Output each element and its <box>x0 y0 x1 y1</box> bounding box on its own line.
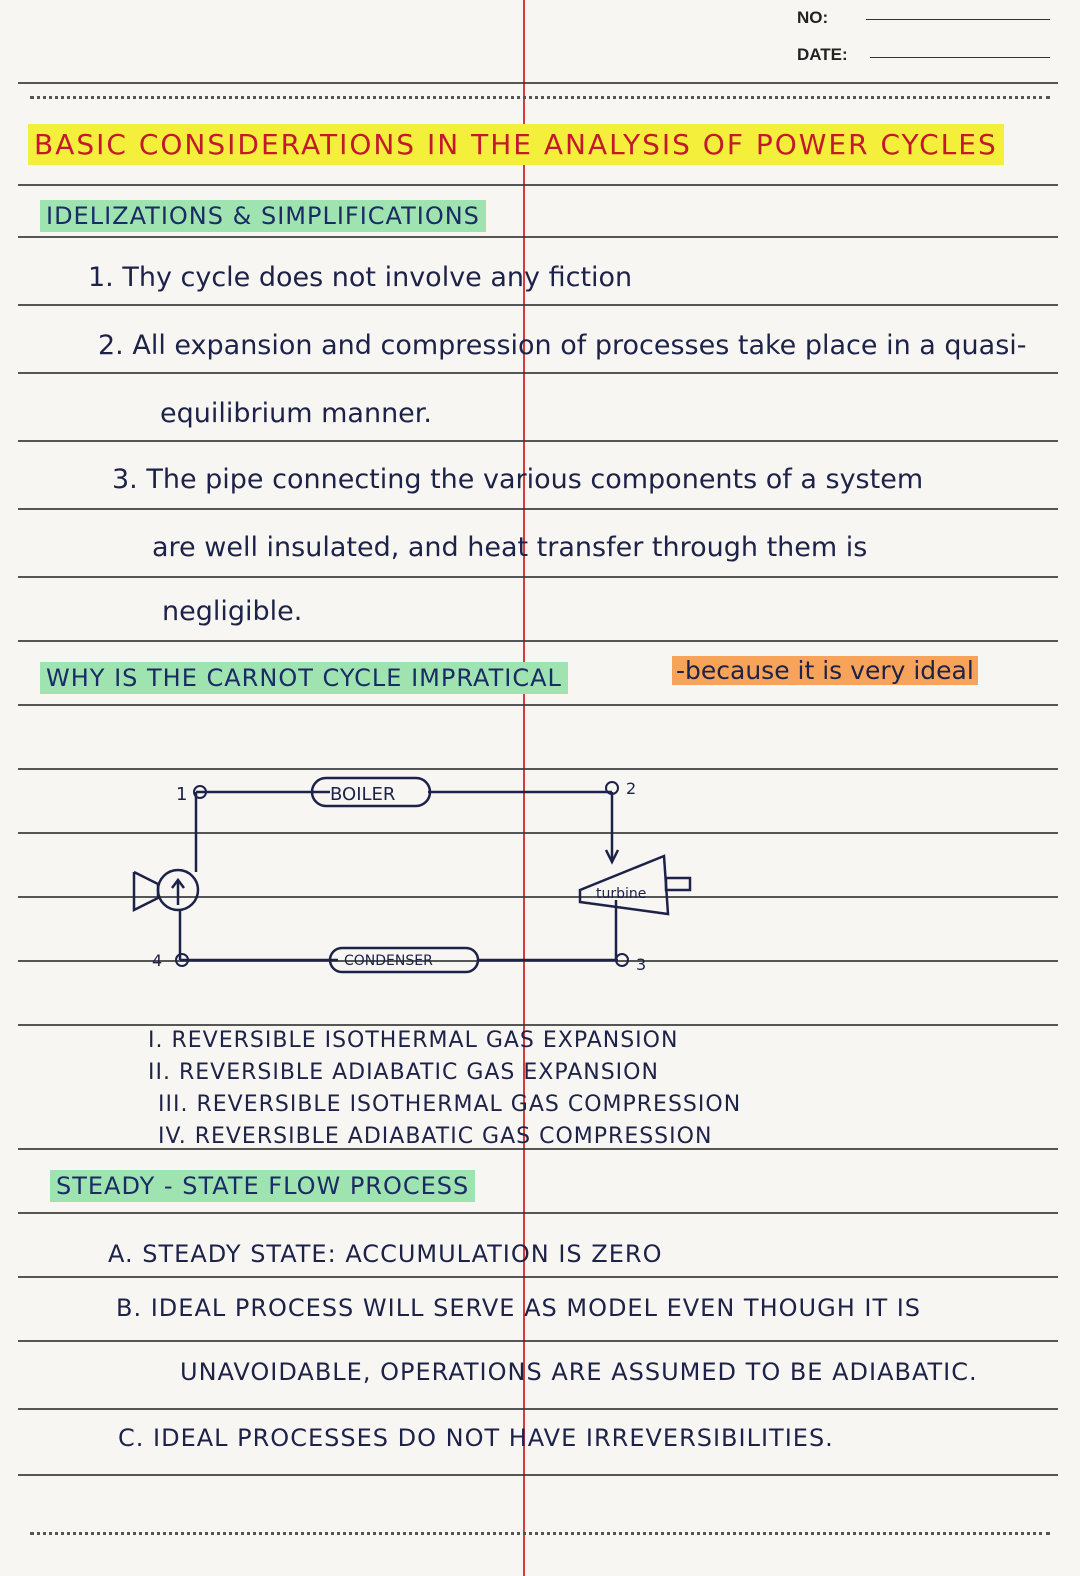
ruled-line <box>18 508 1058 510</box>
steady-item-c: C. IDEAL PROCESSES DO NOT HAVE IRREVERSIBILITIES. <box>118 1424 834 1452</box>
ruled-line <box>18 1212 1058 1214</box>
idealization-item-3-cont: are well insulated, and heat transfer through them is <box>152 532 868 563</box>
ruled-line <box>18 704 1058 706</box>
process-4: IV. REVERSIBLE ADIABATIC GAS COMPRESSION <box>158 1124 713 1149</box>
section-heading-steady-state: STEADY - STATE FLOW PROCESS <box>50 1170 475 1202</box>
date-field-line <box>870 57 1050 58</box>
carnot-cycle-diagram <box>0 760 1080 980</box>
ruled-line <box>18 304 1058 306</box>
no-label: NO: <box>797 8 829 27</box>
process-3: III. REVERSIBLE ISOTHERMAL GAS COMPRESSION <box>158 1092 742 1117</box>
section-heading-idealizations: IDELIZATIONS & SIMPLIFICATIONS <box>40 200 486 232</box>
ruled-line <box>18 1340 1058 1342</box>
ruled-line <box>18 236 1058 238</box>
carnot-answer: -because it is very ideal <box>672 656 978 685</box>
top-dotted-rule <box>30 96 1050 99</box>
idealization-item-2-cont: equilibrium manner. <box>160 398 432 429</box>
turbine-icon <box>580 850 690 914</box>
state-1-label: 1 <box>176 784 188 805</box>
steady-item-b: B. IDEAL PROCESS WILL SERVE AS MODEL EVEN THOUGH IT IS <box>116 1294 922 1322</box>
page-title: BASIC CONSIDERATIONS IN THE ANALYSIS OF POWER CYCLES <box>28 124 1004 165</box>
steady-item-a: A. STEADY STATE: ACCUMULATION IS ZERO <box>108 1240 663 1268</box>
idealization-item-1: 1. Thy cycle does not involve any fiction <box>88 262 633 293</box>
top-rule <box>18 82 1058 84</box>
state-3-label: 3 <box>636 955 647 974</box>
pump-icon <box>134 870 198 910</box>
carnot-question: WHY IS THE CARNOT CYCLE IMPRATICAL <box>40 662 568 694</box>
idealization-item-2: 2. All expansion and compression of processes take place in a quasi- <box>98 330 1027 361</box>
ruled-line <box>18 184 1058 186</box>
process-2: II. REVERSIBLE ADIABATIC GAS EXPANSION <box>148 1060 659 1085</box>
ruled-line <box>18 440 1058 442</box>
state-2-label: 2 <box>626 779 637 798</box>
date-label: DATE: <box>797 45 848 64</box>
ruled-line <box>18 1474 1058 1476</box>
idealization-item-3: 3. The pipe connecting the various components of a system <box>112 464 924 495</box>
state-4-label: 4 <box>152 951 163 970</box>
turbine-label: turbine <box>596 886 647 902</box>
boiler-label: BOILER <box>330 784 396 805</box>
ruled-line <box>18 640 1058 642</box>
ruled-line <box>18 372 1058 374</box>
no-field-line <box>866 19 1050 20</box>
process-1: I. REVERSIBLE ISOTHERMAL GAS EXPANSION <box>148 1028 679 1053</box>
steady-item-b-cont: UNAVOIDABLE, OPERATIONS ARE ASSUMED TO BE ADIABATIC. <box>180 1358 978 1386</box>
ruled-line <box>18 1408 1058 1410</box>
bottom-dotted-rule <box>30 1532 1050 1535</box>
ruled-line <box>18 1276 1058 1278</box>
ruled-line <box>18 576 1058 578</box>
ruled-line <box>18 1024 1058 1026</box>
condenser-label: CONDENSER <box>344 953 433 969</box>
idealization-item-3-end: negligible. <box>162 596 303 627</box>
